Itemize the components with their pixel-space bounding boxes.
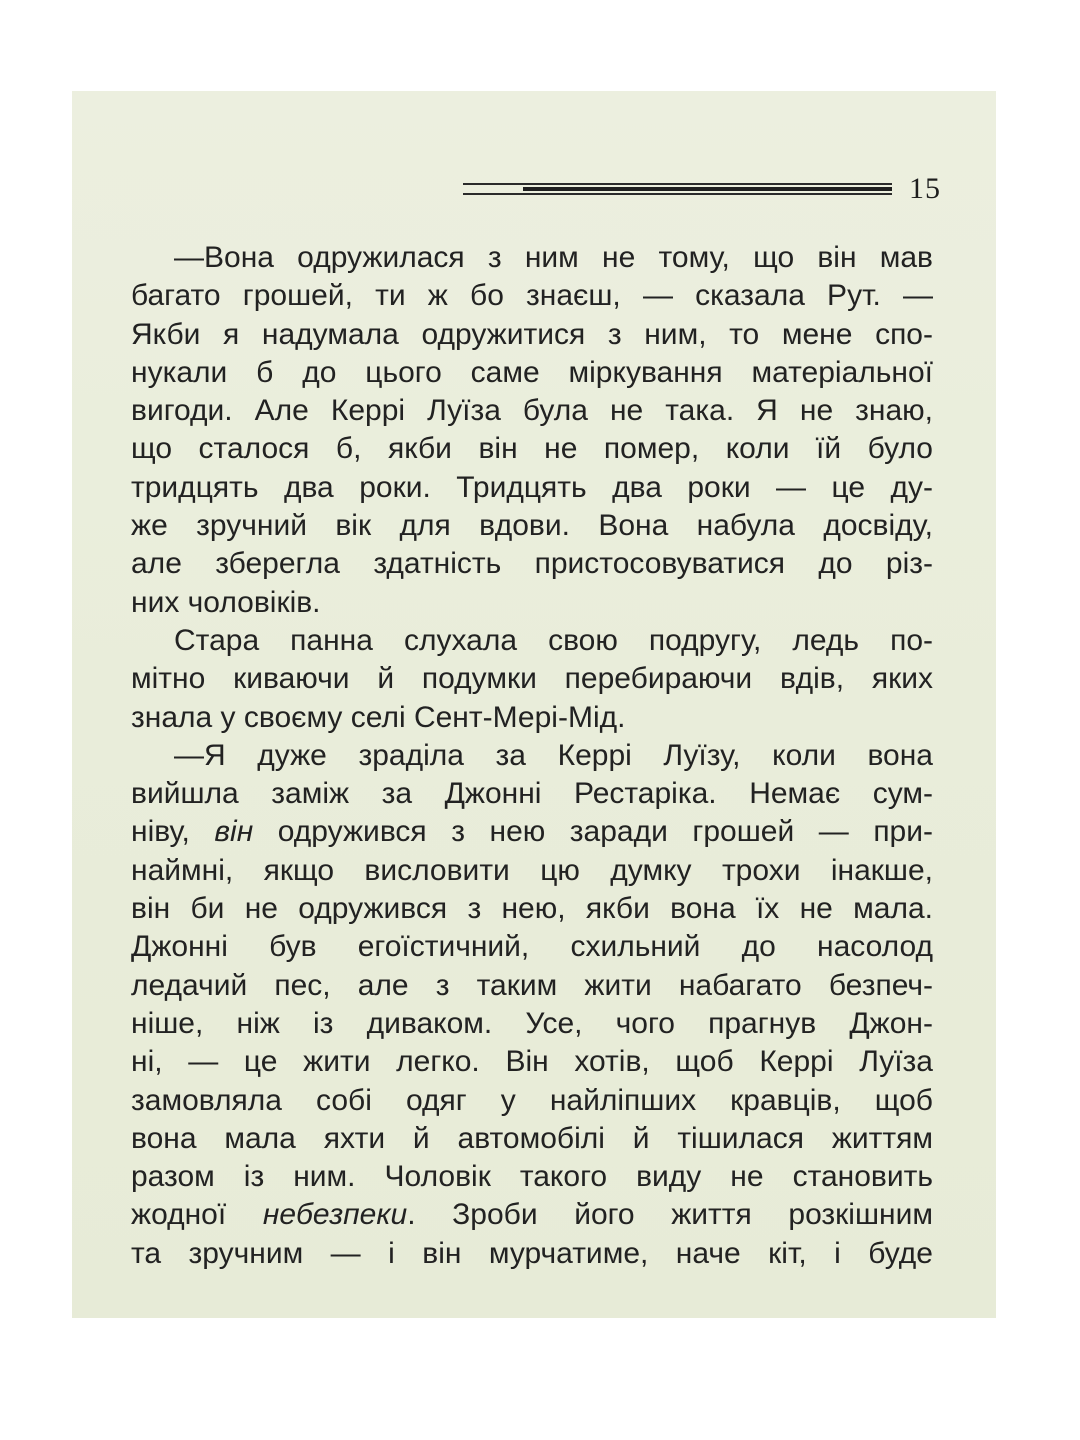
text-line: тридцять два роки. Тридцять два роки — це ду-: [131, 470, 933, 504]
text-line: наймні, якщо висловити цю думку трохи інакше,: [131, 853, 933, 887]
text-line: вигоди. Але Керрі Луїза була не така. Я не знаю,: [131, 394, 933, 428]
text-line: [131, 813, 933, 851]
text-line: —Я дуже зраділа за Керрі Луїзу, коли вона: [174, 738, 933, 772]
header-rule: [463, 183, 892, 197]
book-page: [72, 91, 996, 1318]
body-text: [131, 239, 933, 1273]
italic-word: небезпеки: [262, 1198, 408, 1232]
line-text-pre: ніву,: [131, 815, 215, 849]
text-line: але зберегла здатність пристосовуватися до різ-: [131, 547, 933, 581]
text-line: же зручний вік для вдови. Вона набула досвіду,: [131, 509, 933, 543]
text-line: [131, 1196, 933, 1234]
text-line: вона мала яхти й автомобілі й тішилася життям: [131, 1121, 933, 1155]
italic-word: він: [214, 815, 254, 849]
text-line: —Вона одружилася з ним не тому, що він мав: [174, 241, 933, 274]
text-line: що сталося б, якби він не помер, коли їй було: [131, 432, 933, 466]
text-line: ніше, ніж із диваком. Усе, чого прагнув Джон-: [131, 1006, 933, 1040]
text-line: них чоловіків.: [131, 585, 321, 619]
line-text-post: . Зроби його життя розкішним: [407, 1198, 933, 1232]
text-line: він би не одружився з нею, якби вона їх не мала.: [131, 892, 933, 926]
page-number: 15: [909, 172, 941, 205]
text-line: багато грошей, ти ж бо знаєш, — сказала Рут. —: [131, 279, 933, 313]
text-line: замовляла собі одяг у найліпших кравців, щоб: [131, 1083, 933, 1117]
text-line: та зручним — і він мурчатиме, наче кіт, і буде: [131, 1236, 933, 1270]
text-line: ні, — це жити легко. Він хотів, щоб Керрі Луїза: [131, 1045, 933, 1079]
text-line: знала у своєму селі Сент-Мері-Мід.: [131, 700, 626, 734]
text-line: разом із ним. Чоловік такого виду не становить: [131, 1160, 933, 1194]
text-line: мітно киваючи й подумки перебираючи вдів, яких: [131, 662, 933, 696]
text-line: вийшла заміж за Джонні Рестаріка. Немає сум-: [131, 777, 933, 811]
text-line: ледачий пес, але з таким жити набагато безпеч-: [131, 968, 933, 1002]
text-line: нукали б до цього саме міркування матеріальної: [131, 355, 933, 389]
line-text-pre: жодної: [131, 1198, 263, 1232]
text-line: Джонні був егоїстичний, схильний до насолод: [131, 930, 933, 964]
text-line: Якби я надумала одружитися з ним, то мене спо-: [131, 317, 933, 351]
page-header: [72, 91, 996, 231]
line-text-post: одружився з нею заради грошей — при-: [253, 815, 933, 849]
text-line: Стара панна слухала свою подругу, ледь по-: [174, 623, 933, 657]
